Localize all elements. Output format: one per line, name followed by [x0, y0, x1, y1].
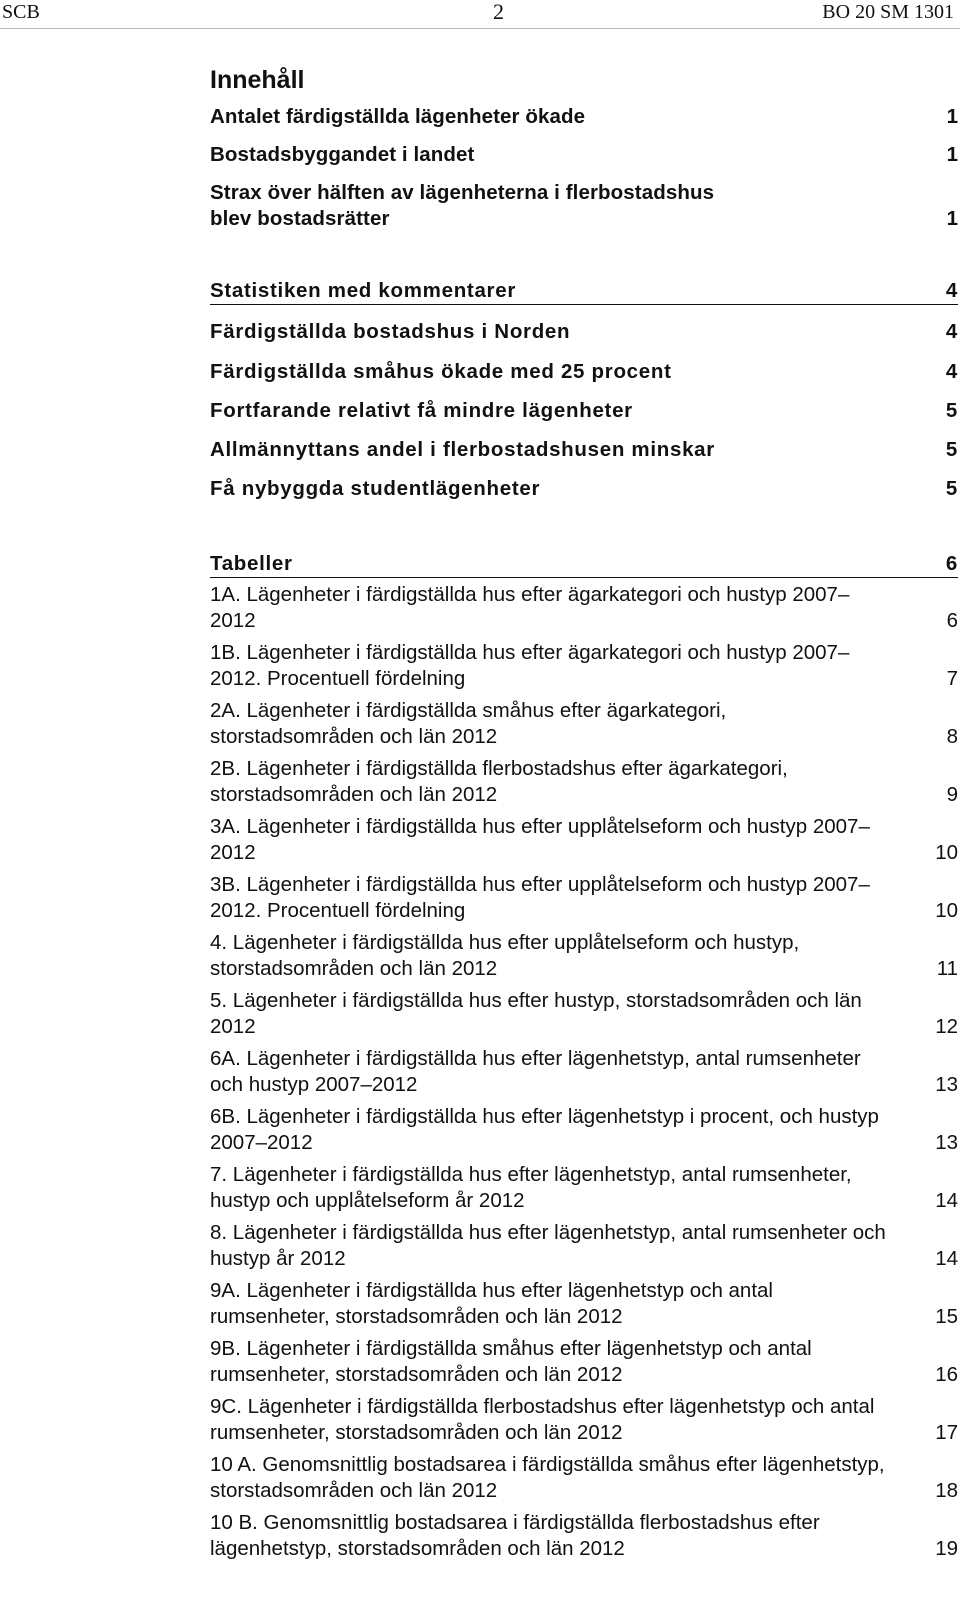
toc-entry-page: 13	[935, 1131, 958, 1154]
statistics-section	[210, 278, 958, 502]
page-header	[0, 0, 960, 28]
toc-entry-title: 5. Lägenheter i färdigställda hus efter hustyp, storstadsområden och län 2012	[210, 989, 862, 1038]
toc-entry-title: 1A. Lägenheter i färdigställda hus efter ägarkategori och hustyp 2007–2012	[210, 583, 850, 632]
toc-entry-title: Fortfarande relativt få mindre lägenheter	[210, 399, 633, 422]
toc-entry[interactable]	[210, 1336, 958, 1388]
toc-entry-title: 6A. Lägenheter i färdigställda hus efter lägenhetstyp, antal rumsenheter och hustyp 2007–2012	[210, 1047, 861, 1096]
toc-entry-title: Få nybyggda studentlägenheter	[210, 477, 541, 500]
toc-entry-title: 8. Lägenheter i färdigställda hus efter lägenhetstyp, antal rumsenheter och hustyp år 2012	[210, 1221, 886, 1270]
toc-entry[interactable]	[210, 437, 958, 463]
toc-entry[interactable]	[210, 1104, 958, 1156]
toc-entry[interactable]	[210, 104, 958, 130]
toc-entry-title: 2A. Lägenheter i färdigställda småhus efter ägarkategori, storstadsområden och län 2012	[210, 699, 727, 748]
toc-entry-title: 7. Lägenheter i färdigställda hus efter lägenhetstyp, antal rumsenheter, hustyp och upplåtelseform år 2012	[210, 1163, 852, 1212]
toc-entry[interactable]	[210, 582, 958, 634]
toc-entry-page: 12	[935, 1015, 958, 1038]
toc-entry-title: 4. Lägenheter i färdigställda hus efter upplåtelseform och hustyp, storstadsområden och län 2012	[210, 931, 800, 980]
toc-entry-title: Antalet färdigställda lägenheter ökade	[210, 105, 586, 128]
toc-entry[interactable]	[210, 1510, 958, 1562]
header-page-number: 2	[493, 0, 504, 24]
toc-entry[interactable]	[210, 930, 958, 982]
toc-entry[interactable]	[210, 814, 958, 866]
toc-entry-page: 4	[945, 320, 958, 343]
header-divider	[0, 28, 960, 29]
toc-entry-page: 4	[945, 360, 958, 383]
toc-entry-page: 8	[946, 725, 958, 748]
toc-entry-page: 1	[946, 105, 958, 128]
table-of-contents	[210, 60, 958, 1568]
toc-entry[interactable]	[210, 142, 958, 168]
toc-entry-page: 18	[935, 1479, 958, 1502]
toc-entry-page: 5	[945, 438, 958, 461]
toc-entry[interactable]	[210, 988, 958, 1040]
toc-entry-page: 1	[946, 207, 958, 230]
toc-entry[interactable]	[210, 1394, 958, 1446]
chapter-page: 6	[945, 552, 958, 575]
toc-entry-title: 10 A. Genomsnittlig bostadsarea i färdigställda småhus efter lägenhetstyp, storstadsområden och län 2012	[210, 1453, 885, 1502]
summary-section	[210, 104, 958, 232]
toc-entry[interactable]	[210, 319, 958, 345]
toc-entry-title: 10 B. Genomsnittlig bostadsarea i färdigställda flerbostadshus efter lägenhetstyp, storstadsområden och län 2012	[210, 1511, 820, 1560]
toc-entry-title: 1B. Lägenheter i färdigställda hus efter ägarkategori och hustyp 2007–2012. Procentuell fördelning	[210, 641, 850, 690]
toc-entry-title: 3A. Lägenheter i färdigställda hus efter upplåtelseform och hustyp 2007–2012	[210, 815, 870, 864]
toc-entry-page: 14	[935, 1189, 958, 1212]
toc-entry-title: Färdigställda småhus ökade med 25 procent	[210, 360, 672, 383]
toc-entry[interactable]	[210, 1452, 958, 1504]
toc-entry[interactable]	[210, 1278, 958, 1330]
toc-entry-title: Bostadsbyggandet i landet	[210, 143, 475, 166]
toc-entry-page: 1	[946, 143, 958, 166]
toc-entry-page: 11	[936, 957, 958, 980]
toc-entry-title: 6B. Lägenheter i färdigställda hus efter lägenhetstyp i procent, och hustyp 2007–2012	[210, 1105, 879, 1154]
toc-entry-title: 3B. Lägenheter i färdigställda hus efter upplåtelseform och hustyp 2007–2012. Procentuell fördelning	[210, 873, 870, 922]
toc-entry-title: Strax över hälften av lägenheterna i flerbostadshus blev bostadsrätter	[210, 181, 715, 230]
toc-entry-page: 5	[945, 399, 958, 422]
toc-entry-page: 10	[935, 841, 958, 864]
toc-entry[interactable]	[210, 756, 958, 808]
toc-entry[interactable]	[210, 476, 958, 502]
toc-entry[interactable]	[210, 1046, 958, 1098]
toc-entry[interactable]	[210, 398, 958, 424]
toc-entry-page: 6	[946, 609, 958, 632]
toc-entry[interactable]	[210, 698, 958, 750]
toc-entry-title: 9A. Lägenheter i färdigställda hus efter lägenhetstyp och antal rumsenheter, storstadsområden och län 2012	[210, 1279, 773, 1328]
toc-entry-title: 9B. Lägenheter i färdigställda småhus efter lägenhetstyp och antal rumsenheter, storstadsområden och län 2012	[210, 1337, 812, 1386]
toc-entry-page: 13	[935, 1073, 958, 1096]
toc-entry-page: 19	[935, 1537, 958, 1560]
chapter-title: Statistiken med kommentarer	[210, 279, 516, 302]
toc-entry-page: 14	[935, 1247, 958, 1270]
toc-entry[interactable]	[210, 640, 958, 692]
toc-entry-page: 10	[935, 899, 958, 922]
chapter-title: Tabeller	[210, 552, 293, 575]
toc-entry-page: 16	[935, 1363, 958, 1386]
toc-entry[interactable]	[210, 180, 958, 232]
toc-entry-page: 9	[946, 783, 958, 806]
chapter-heading[interactable]	[210, 278, 958, 305]
toc-entry-title: Allmännyttans andel i flerbostadshusen minskar	[210, 438, 715, 461]
header-publication-id: BO 20 SM 1301	[822, 1, 954, 23]
toc-entry-page: 15	[935, 1305, 958, 1328]
tables-section	[210, 551, 958, 1562]
toc-entry-title: 2B. Lägenheter i färdigställda flerbostadshus efter ägarkategori, storstadsområden och län 2012	[210, 757, 788, 806]
chapter-heading[interactable]	[210, 551, 958, 578]
toc-entry-title: Färdigställda bostadshus i Norden	[210, 320, 571, 343]
header-org: SCB	[2, 1, 40, 23]
toc-entry-page: 17	[935, 1421, 958, 1444]
toc-entry-page: 5	[945, 477, 958, 500]
chapter-page: 4	[945, 279, 958, 302]
table-list	[210, 582, 958, 1562]
toc-entry-page: 7	[946, 667, 958, 690]
toc-entry[interactable]	[210, 872, 958, 924]
toc-title: Innehåll	[210, 66, 305, 94]
toc-entry[interactable]	[210, 1220, 958, 1272]
toc-entry-title: 9C. Lägenheter i färdigställda flerbostadshus efter lägenhetstyp och antal rumsenheter, storstadsområden och län 2012	[210, 1395, 875, 1444]
toc-entry[interactable]	[210, 359, 958, 385]
toc-entry[interactable]	[210, 1162, 958, 1214]
